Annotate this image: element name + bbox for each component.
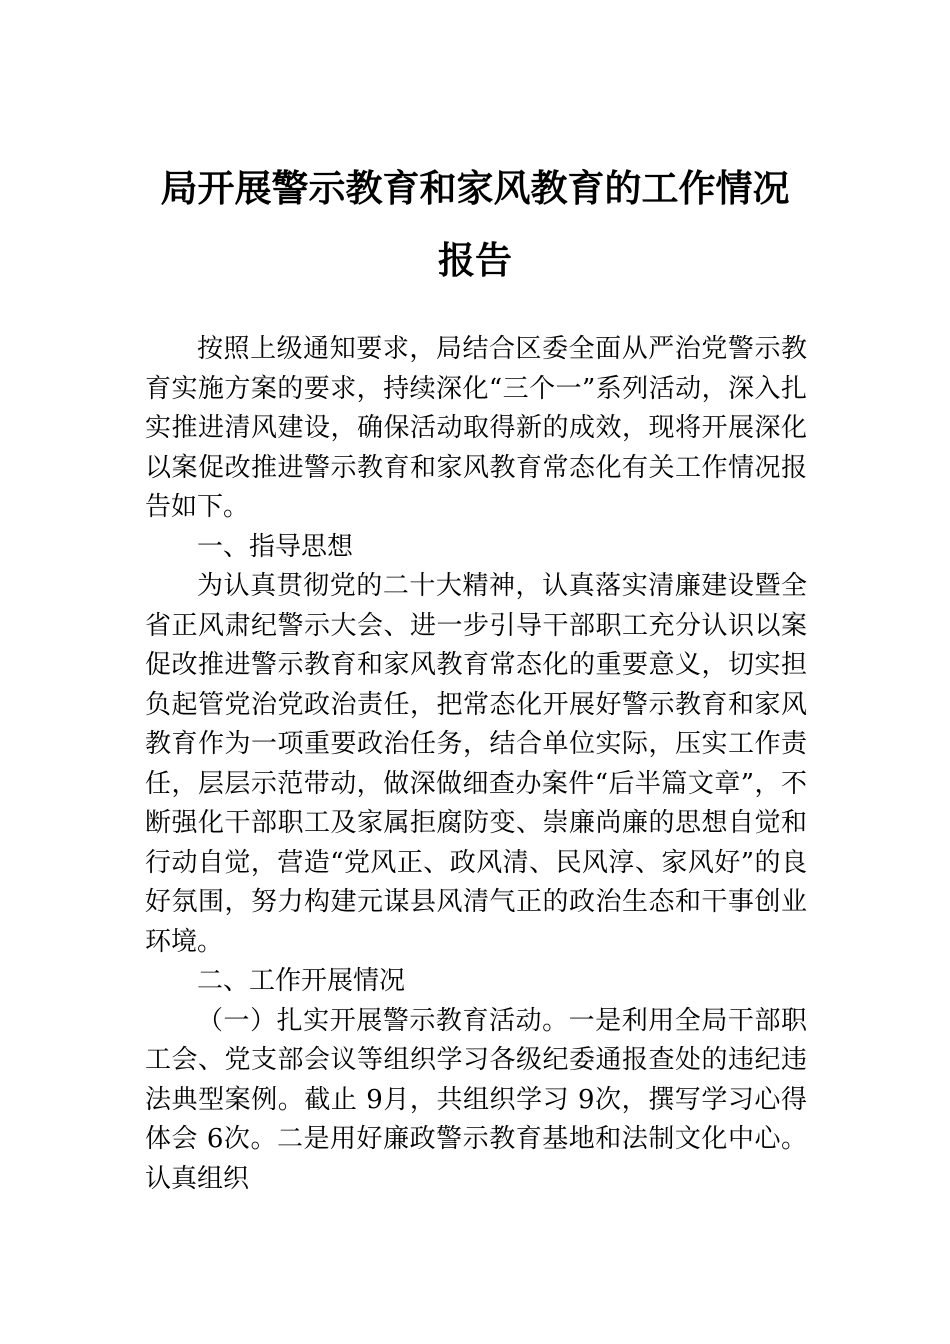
section-heading-guiding-ideology: 一、指导思想 xyxy=(197,531,354,562)
intro-paragraph: 按照上级通知要求，局结合区委全面从严治党警示教育实施方案的要求，持续深化“三个一”系列活动，深入扎实推进清风建设，确保活动取得新的成效，现将开展深化以案促改推进警示教育和家风教育常态化有关工作情况报告如下。 xyxy=(145,334,807,522)
document-body xyxy=(145,330,807,1199)
section-heading-work-progress: 二、工作开展情况 xyxy=(197,966,406,996)
guiding-ideology-paragraph: 为认真贯彻党的二十大精神，认真落实清廉建设暨全省正风肃纪警示大会、进一步引导干部职工充分认识以案促改推进警示教育和家风教育常态化的重要意义，切实担负起管党治党政治责任，把常态化开展好警示教育和家风教育作为一项重要政治任务，结合单位实际，压实工作责任，层层示范带动，做深做细查办案件“后半篇文章”，不断强化干部职工及家属拒腐防变、崇廉尚廉的思想自觉和行动自觉，营造“党风正、政风清、民风淳、家风好”的良好氛围，努力构建元谋县风清气正的政治生态和干事创业环境。 xyxy=(145,571,807,957)
work-progress-paragraph: （一）扎实开展警示教育活动。一是利用全局干部职工会、党支部会议等组织学习各级纪委通报查处的违纪违法典型案例。截止 9月，共组织学习 9次，撰写学习心得体会 6次。二是用好廉政警示教育基地和法制文化中心。认真组织 xyxy=(145,1005,807,1194)
document-title: 局开展警示教育和家风教育的工作情况报告 xyxy=(160,166,790,282)
